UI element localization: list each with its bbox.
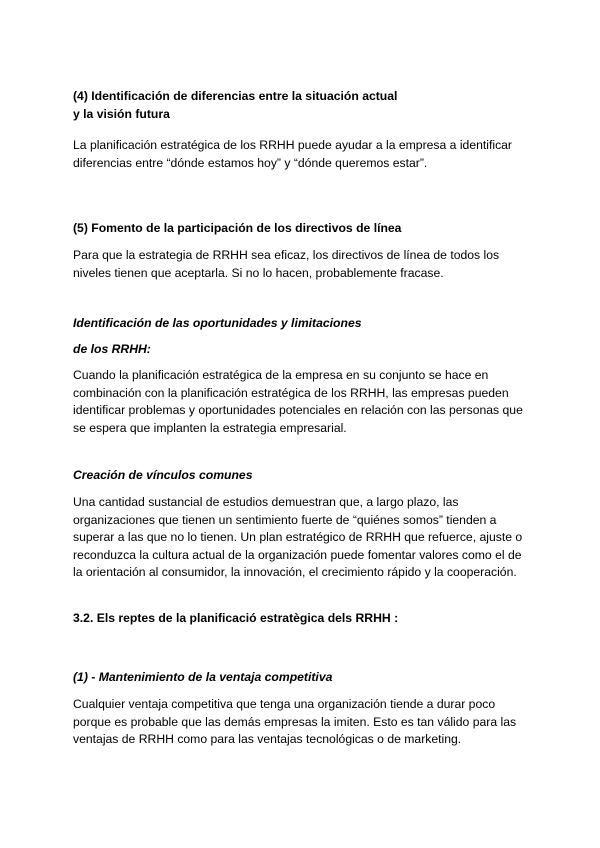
section-4-body-line-1: La planificación estratégica de los RRHH puede ayudar a la empresa a identificar [73,138,512,152]
vinculos-body-line-3: superar a las que no lo tienen. Un plan estratégico de RRHH que refuerce, ajuste o [73,530,523,544]
vinculos-body-line-5: la orientación al consumidor, la innovación, el crecimiento rápido y la cooperación. [73,565,517,579]
section-4-body [73,137,533,172]
oportunidades-heading-line-2: de los RRHH: [73,342,151,356]
ventaja-body-line-2: porque es probable que las demás empresas la imiten. Esto es tan válido para las [73,714,517,729]
oportunidades-body-line-4: se espera que implanten la estrategia empresarial. [73,420,347,435]
ventaja-body [73,696,533,749]
section-5-body [73,247,533,282]
section-3-2-heading [73,610,533,628]
section-4-heading [73,88,533,123]
section-4-body-line-2: diferencias entre “dónde estamos hoy” y “dónde queremos estar”. [73,155,428,170]
section-4-heading-line-1: (4) Identificación de diferencias entre la situación actual [73,89,398,103]
section-5-body-line-2: niveles tienen que aceptarla. Si no lo hacen, probablemente fracase. [73,265,444,280]
oportunidades-body-line-3: identificar problemas y oportunidades potenciales en relación con las personas que [73,403,523,417]
section-5-body-line-1: Para que la estrategia de RRHH sea eficaz, los directivos de línea de todos los [73,248,500,262]
section-4-heading-line-2: y la visión futura [73,106,170,121]
oportunidades-body-line-2: combinación con la planificación estratégica de los RRHH, las empresas pueden [73,385,509,400]
section-3-2-heading-line: 3.2. Els reptes de la planificació estratègica dels RRHH : [73,611,399,625]
oportunidades-body-line-1: Cuando la planificación estratégica de la empresa en su conjunto se hace en [73,368,489,382]
vinculos-heading-line: Creación de vínculos comunes [73,468,253,482]
oportunidades-heading-1 [73,315,533,333]
section-5-heading [73,220,533,238]
section-5-heading-line: (5) Fomento de la participación de los directivos de línea [73,221,402,235]
vinculos-body-line-1: Una cantidad sustancial de estudios demuestran que, a largo plazo, las [73,495,459,509]
ventaja-body-line-1: Cualquier ventaja competitiva que tenga una organización tiende a durar poco [73,697,496,711]
vinculos-body [73,494,533,582]
vinculos-body-line-4: reconduzca la cultura actual de la organización puede fomentar valores como el de [73,547,522,562]
ventaja-body-line-3: ventajas de RRHH como para las ventajas tecnológicas o de marketing. [73,732,462,746]
oportunidades-body [73,367,533,437]
oportunidades-heading-line-1: Identificación de las oportunidades y limitaciones [73,316,362,330]
ventaja-heading-line: (1) - Mantenimiento de la ventaja competitiva [73,670,333,684]
ventaja-heading [73,669,533,687]
vinculos-heading [73,467,533,485]
oportunidades-heading-2 [73,341,533,359]
vinculos-body-line-2: organizaciones que tienen un sentimiento fuerte de “quiénes somos” tienden a [73,512,497,527]
